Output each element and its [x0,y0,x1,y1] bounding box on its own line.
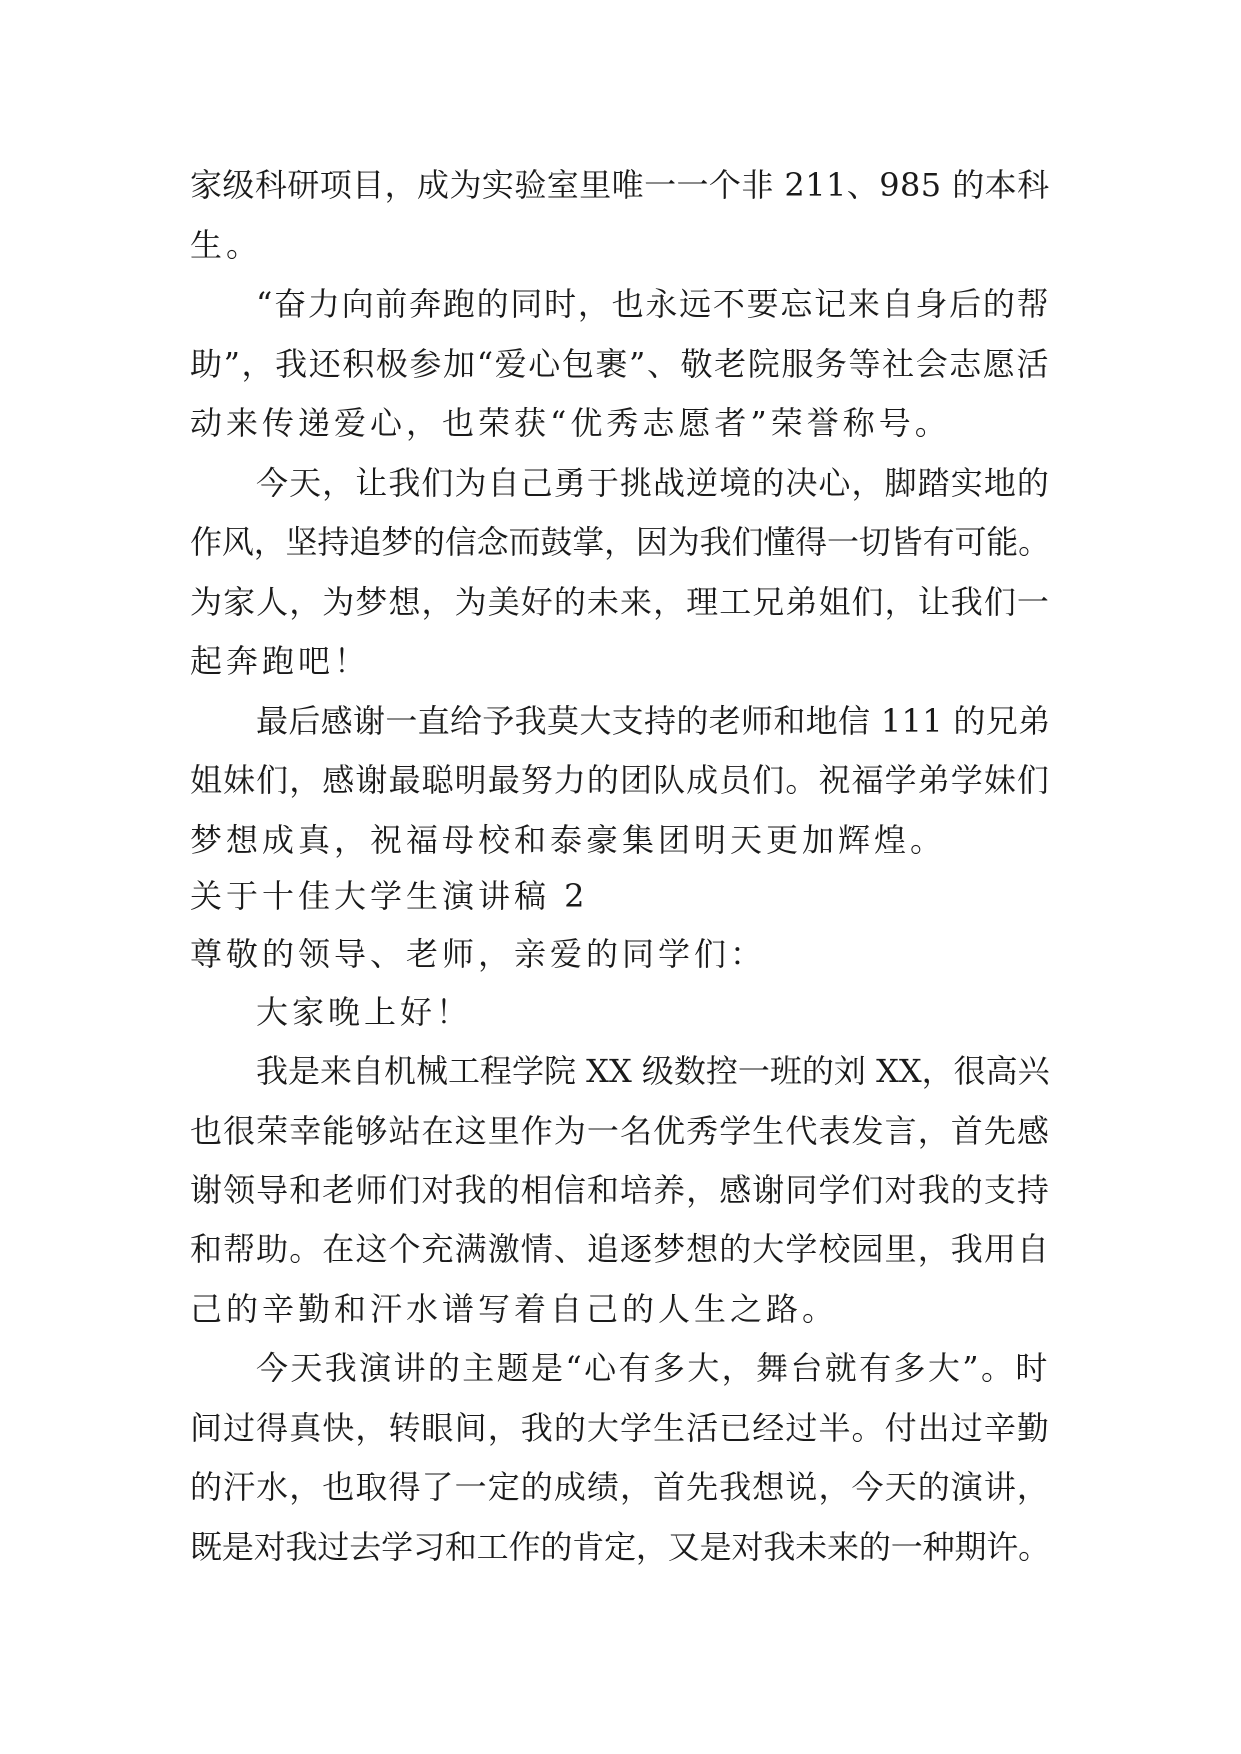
text-line: 和帮助。在这个充满激情、追逐梦想的大学校园里，我用自 [190,1230,1051,1268]
text-line: 己的辛勤和汗水谱写着自己的人生之路。 [190,1290,839,1328]
text-line: 也很荣幸能够站在这里作为一名优秀学生代表发言，首先感 [190,1112,1051,1150]
salutation: 尊敬的领导、老师，亲爱的同学们： [190,935,767,973]
text-line: 为家人，为梦想，为美好的未来，理工兄弟姐们，让我们一 [190,583,1051,621]
text-line: 助”，我还积极参加“爱心包裹”、敬老院服务等社会志愿活 [190,345,1051,383]
text-line: 今天，让我们为自己勇于挑战逆境的决心，脚踏实地的 [256,464,1051,502]
text-line: 的汗水，也取得了一定的成绩，首先我想说，今天的演讲， [190,1468,1051,1506]
text-line: 间过得真快，转眼间，我的大学生活已经过半。付出过辛勤 [190,1409,1051,1447]
text-line: 姐妹们，感谢最聪明最努力的团队成员们。祝福学弟学妹们 [190,761,1051,799]
text-line: 既是对我过去学习和工作的肯定，又是对我未来的一种期许。 [190,1528,1051,1566]
text-line: 作风，坚持追梦的信念而鼓掌，因为我们懂得一切皆有可能。 [190,523,1051,561]
text-line: 我是来自机械工程学院 XX 级数控一班的刘 XX，很高兴 [256,1052,1050,1090]
text-line: 动来传递爱心，也荣获“优秀志愿者”荣誉称号。 [190,404,951,442]
text-line: 生。 [190,226,263,264]
text-line: 最后感谢一直给予我莫大支持的老师和地信 111 的兄弟 [256,702,1051,740]
section-heading: 关于十佳大学生演讲稿 2 [190,877,589,915]
text-line: 家级科研项目，成为实验室里唯一一个非 211、985 的本科 [190,166,1050,204]
text-line: 今天我演讲的主题是“心有多大，舞台就有多大”。时 [256,1349,1050,1387]
text-line: 谢领导和老师们对我的相信和培养，感谢同学们对我的支持 [190,1171,1051,1209]
text-line: 梦想成真，祝福母校和泰豪集团明天更加辉煌。 [190,821,947,859]
text-line: 起奔跑吧！ [190,642,371,680]
text-line: “奋力向前奔跑的同时，也永远不要忘记来自身后的帮 [256,285,1051,323]
greeting: 大家晚上好！ [256,993,473,1031]
